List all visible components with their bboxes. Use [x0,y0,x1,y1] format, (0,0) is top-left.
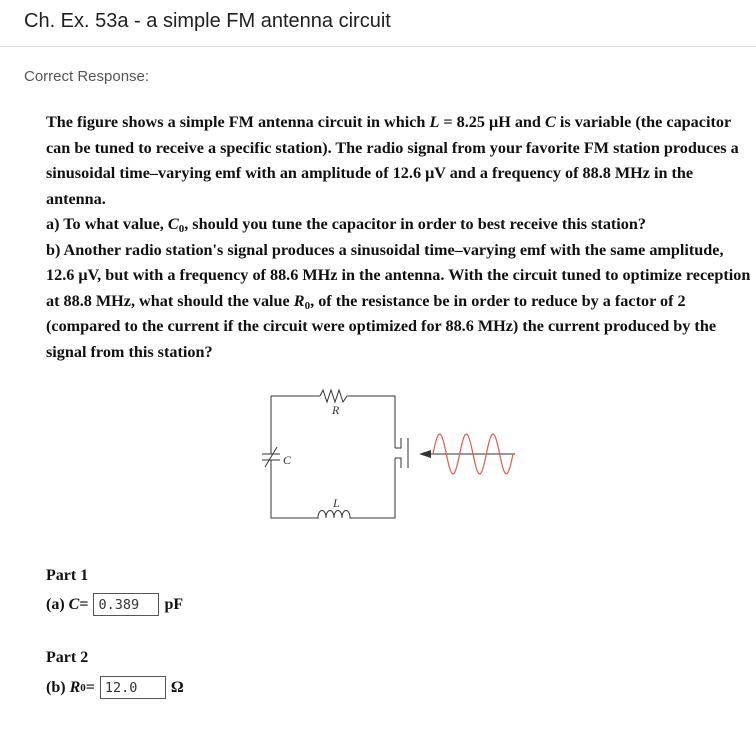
part-2-prefix: (b) [46,678,66,696]
intro-text-3: is variable (the capacitor can be tuned to receive a specific station). The radio signal from your favorite FM station produces a sinusoidal time–varying emf with an amplitude of 12.6 μV and a frequency of 88.8 MHz in the antenna. [46,113,739,208]
capacitor-label: C [283,453,292,467]
part-1-label: Part 1 [46,567,89,584]
bottom-wire-right [365,458,395,518]
capacitance-symbol: C [544,113,556,131]
response-label: Correct Response: [24,68,150,85]
page-title: Ch. Ex. 53a - a simple FM antenna circuit [24,10,391,32]
problem-intro [46,110,752,212]
part-1-equals: = [79,595,89,613]
part-2-equals: = [85,678,95,696]
question-a [46,212,752,238]
intro-text-2: = 8.25 μH and [439,113,545,131]
inductor-label: L [333,496,340,510]
question-a-text-2: , should you tune the capacitor in order to best receive this station? [184,215,646,233]
r0-symbol: R [293,291,305,310]
top-wire-right [347,396,395,448]
problem-statement [46,110,752,365]
question-b [46,238,752,366]
antenna-circuit-diagram [255,382,525,532]
question-b-text-1: b) Another radio station's signal produces a sinusoidal time–varying emf with the same amplitude, 12.6 μV, but with a frequency of 88.6 MHz in the antenna. With the circuit tuned to optimize reception at 88.8 MHz, what should the value [46,240,751,310]
left-wire-bottom [271,460,315,518]
part-2-unit: Ω [170,678,184,696]
r0-subscript: 0 [304,299,311,312]
resistor-label: R [332,403,340,417]
resistor-symbol [320,390,347,402]
arrow-head-icon [419,450,431,458]
antenna-leads [395,438,401,468]
part-2-label: Part 2 [46,649,89,666]
c0-subscript: 0 [178,223,185,235]
resistance-answer-field[interactable]: 12.0 [100,676,166,699]
part-2-answer-row: (b) R 0 = 12.0 Ω [46,676,184,699]
question-a-text-1: a) To what value, [46,215,168,233]
part-1-variable: C [68,595,80,613]
inductance-symbol: L [429,113,440,131]
capacitance-answer-field[interactable]: 0.389 [93,593,159,616]
header-divider [0,46,756,47]
intro-text-1: The figure shows a simple FM antenna circuit in which [46,113,430,131]
part-2-variable: R [69,678,81,696]
part-1-prefix: (a) [46,595,65,613]
question-b-text-2: , of the resistance be in order to reduce by a factor of 2 (compared to the current if the circuit were optimized for 88.6 MHz) the current produced by the signal from this station? [46,291,717,361]
part-1-unit: pF [164,595,184,613]
c0-symbol: C [167,215,179,233]
part-1-answer-row [46,593,183,616]
inductor-coil [315,511,365,519]
